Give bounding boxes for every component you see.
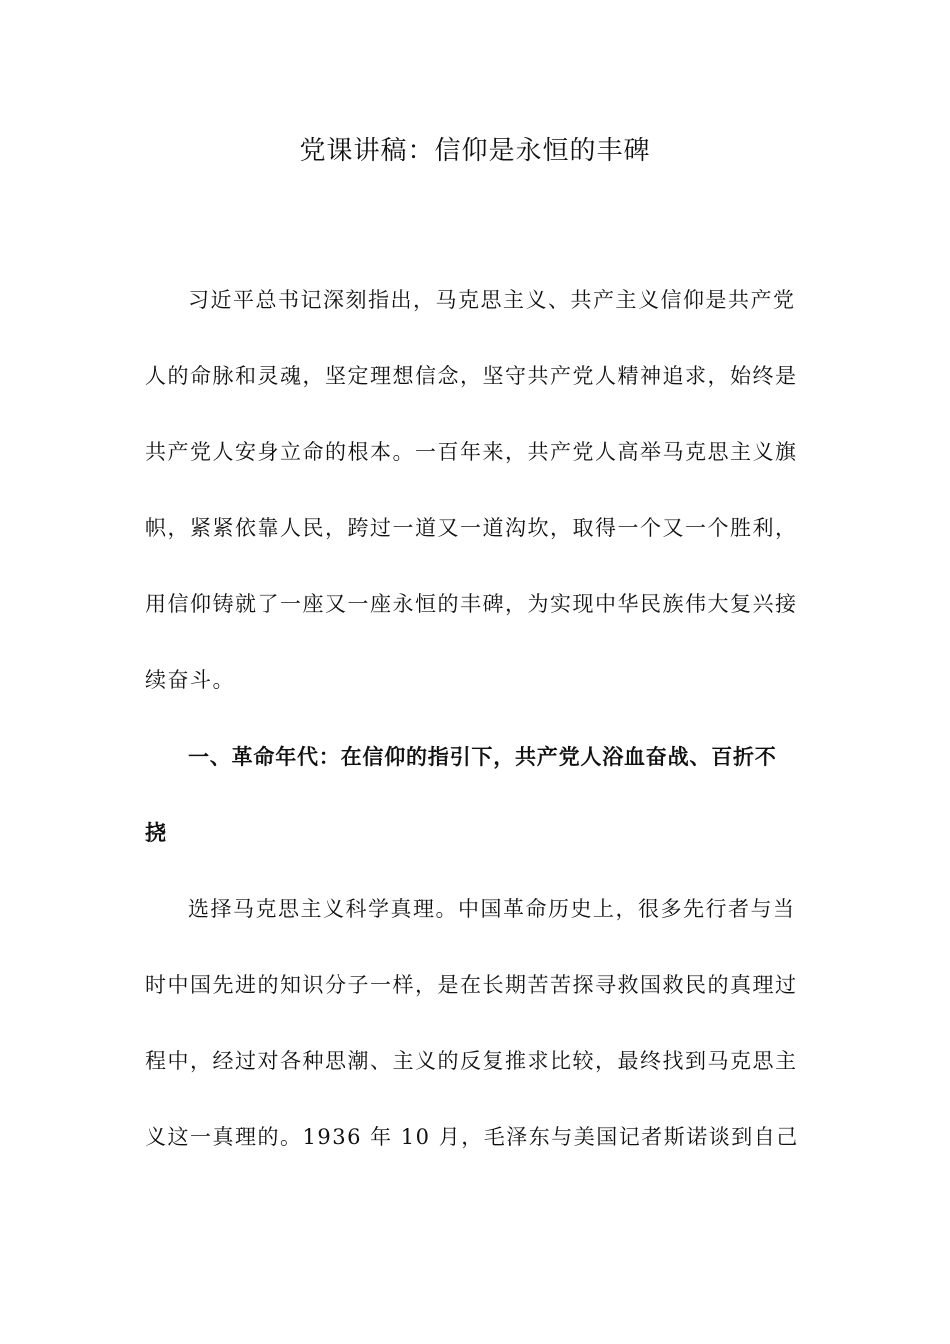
paragraph-line: 续奋斗。 (145, 668, 235, 692)
section-heading (145, 719, 805, 871)
paragraph-line: 习近平总书记深刻指出，马克思主义、共产主义信仰是共产党 (188, 288, 796, 312)
heading-line: 挠 (145, 821, 167, 845)
paragraph-line: 程中，经过对各种思潮、主义的反复推求比较，最终找到马克思主 (145, 1049, 798, 1073)
document-title: 党课讲稿：信仰是永恒的丰碑 (299, 136, 651, 166)
section-paragraph (145, 871, 805, 1175)
paragraph-line: 共产党人安身立命的根本。一百年来，共产党人高举马克思主义旗 (145, 440, 798, 464)
paragraph-line: 人的命脉和灵魂，坚定理想信念，坚守共产党人精神追求，始终是 (145, 364, 798, 388)
heading-line: 一、革命年代：在信仰的指引下，共产党人浴血奋战、百折不 (188, 745, 777, 769)
paragraph-line: 时中国先进的知识分子一样，是在长期苦苦探寻救国救民的真理过 (145, 973, 798, 997)
intro-paragraph (145, 262, 805, 718)
paragraph-line: 选择马克思主义科学真理。中国革命历史上，很多先行者与当 (188, 897, 796, 921)
paragraph-line: 用信仰铸就了一座又一座永恒的丰碑，为实现中华民族伟大复兴接 (145, 592, 798, 616)
paragraph-line: 帜，紧紧依靠人民，跨过一道又一道沟坎，取得一个又一个胜利， (145, 516, 798, 540)
paragraph-line: 义这一真理的。1936 年 10 月，毛泽东与美国记者斯诺谈到自己 (145, 1125, 799, 1149)
